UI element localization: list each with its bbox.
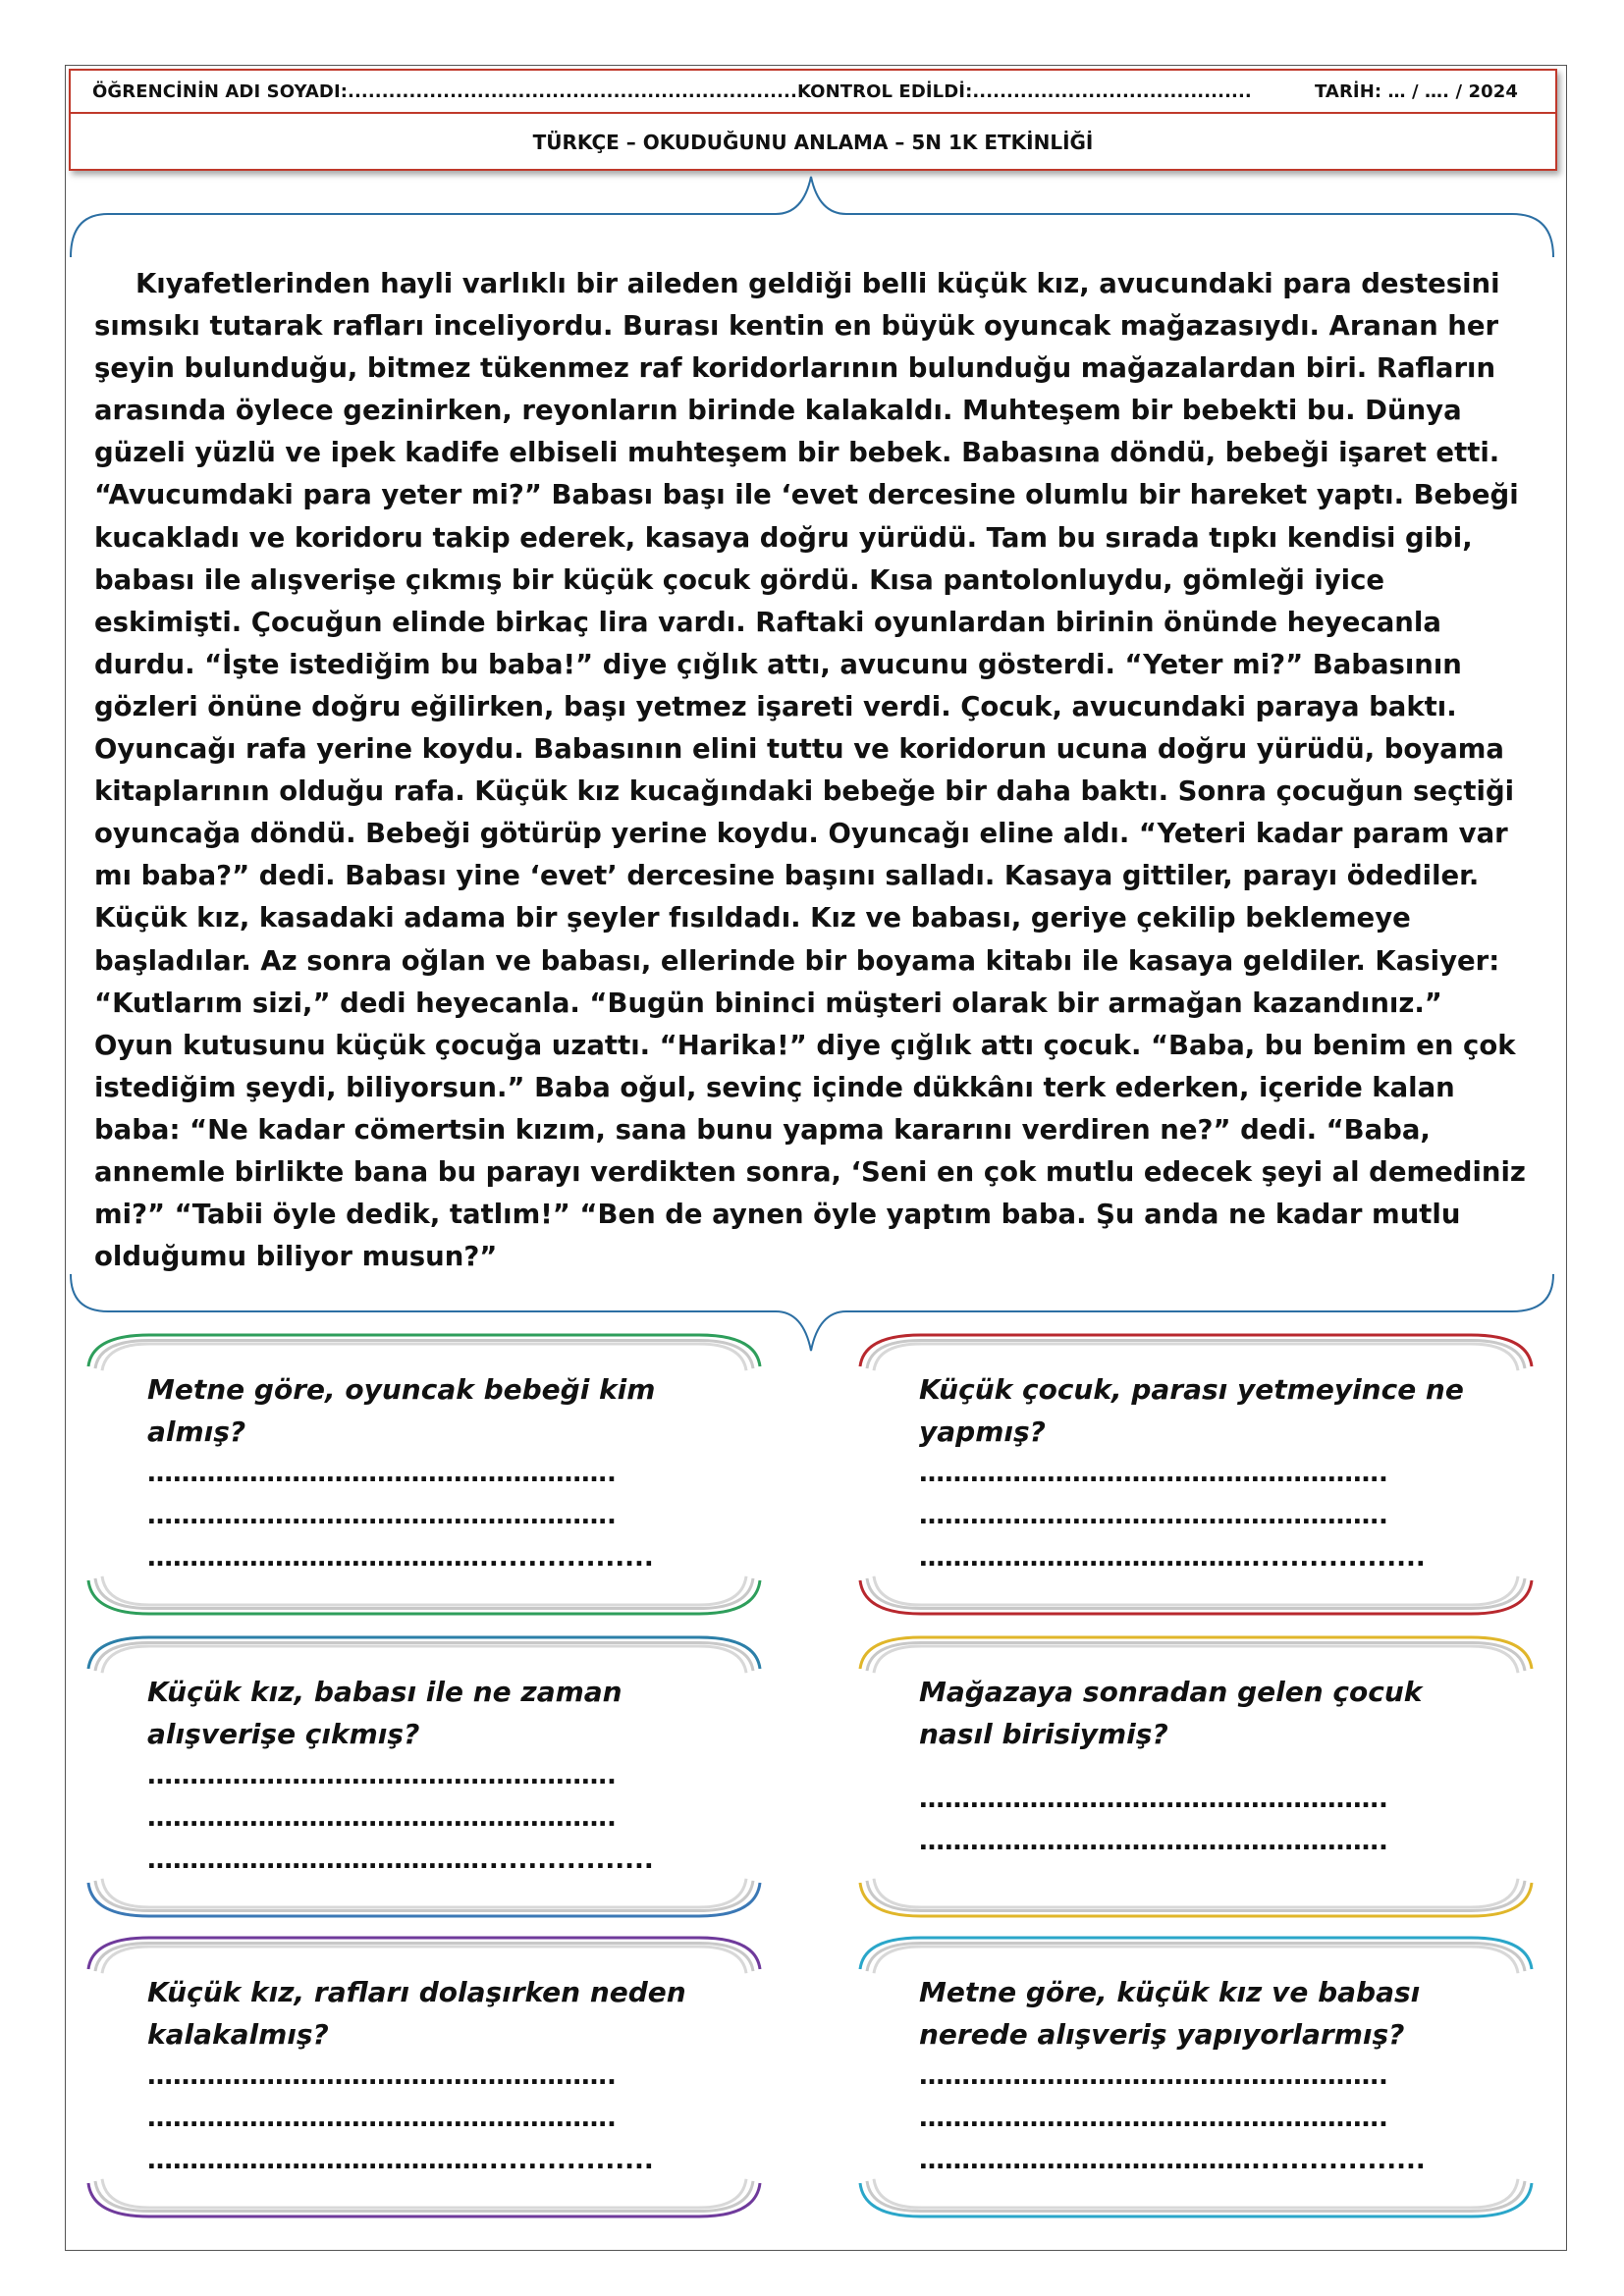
answer-line[interactable]: ………………………………………………. [919, 1501, 1388, 1530]
answer-lines[interactable] [919, 1453, 1489, 1579]
answer-lines[interactable] [147, 1755, 717, 1882]
question-text: Küçük çocuk, parası yetmeyince ne yapmış? [919, 1373, 1464, 1448]
card-bracket-line [102, 2179, 746, 2208]
card-bracket-line [102, 1576, 746, 1605]
answer-line[interactable]: ………………………………………………. [919, 1785, 1388, 1814]
answer-line[interactable]: ………………………………………………. [919, 1827, 1388, 1856]
answer-line[interactable]: ………………………………………………. [147, 2104, 617, 2133]
card-bracket-line [102, 1879, 746, 1907]
answer-lines[interactable] [147, 2056, 717, 2182]
question-card-2 [842, 1327, 1549, 1627]
card-bracket-line [874, 1947, 1518, 1973]
student-name-field [92, 81, 1252, 102]
worksheet-header [69, 69, 1557, 171]
answer-line[interactable]: ………………………………………………. [147, 1803, 617, 1833]
question-text: Küçük kız, babası ile ne zaman alışverişe çıkmış? [147, 1676, 623, 1750]
card-bracket-line [102, 1646, 746, 1673]
card-bracket-line [102, 1947, 746, 1973]
answer-lines[interactable] [919, 1779, 1489, 1863]
worksheet-title: TÜRKÇE – OKUDUĞUNU ANLAMA – 5N 1K ETKİNLİĞİ [532, 131, 1094, 154]
answer-line[interactable]: ………………………………………………. [147, 1501, 617, 1530]
question-text: Metne göre, küçük kız ve babası nerede alışveriş yapıyorlarmış? [919, 1976, 1421, 2051]
question-card-4 [842, 1629, 1549, 1929]
question-text: Küçük kız, rafları dolaşırken neden kalakalmış? [147, 1976, 686, 2051]
question-card-5 [71, 1930, 778, 2229]
question-card-1 [71, 1327, 778, 1627]
question-card-3 [71, 1629, 778, 1929]
card-bracket-line [102, 1344, 746, 1370]
answer-lines[interactable] [919, 2056, 1489, 2182]
date-label: TARİH: … / …. / 2024 [1314, 80, 1518, 102]
answer-line[interactable]: ………………………………….................. [919, 1543, 1426, 1573]
answer-line[interactable]: ………………………………….................. [147, 1845, 654, 1875]
answer-line[interactable]: ………………………………………………. [919, 1459, 1388, 1488]
answer-line[interactable]: ………………………………….................. [919, 2146, 1426, 2175]
card-bracket-line [874, 2179, 1518, 2208]
passage-paragraph: Kıyafetlerinden hayli varlıklı bir aileden geldiği belli küçük kız, avucundaki para destesini sımsıkı tutarak rafları inceliyordu. Burası kentin en büyük oyuncak mağazasıydı. Aranan her şeyin bulunduğu, bitmez tükenmez raf koridorlarının bulunduğu mağazalardan biri. Rafların arasında öylece gezinirken, reyonların birinde kalakaldı. Muhteşem bir bebekti bu. Dünya güzeli yüzlü ve ipek kadife elbiseli muhteşem bir bebek. Babasına döndü, bebeği işaret etti. “Avucumdaki para yeter mi?” Babası başı ile ‘evet dercesine olumlu bir hareket yaptı. Bebeği kucakladı ve koridoru takip ederek, kasaya doğru yürüdü. Tam bu sırada tıpkı kendisi gibi, babası ile alışverişe çıkmış bir küçük çocuk gördü. Kısa pantolonluydu, gömleği iyice eskimişti. Çocuğun elinde birkaç lira vardı. Raftaki oyunlardan birinin önünde heyecanla durdu. “İşte istediğim bu baba!” diye çığlık attı, avucunu gösterdi. “Yeter mi?” Babasının gözleri önüne doğru eğilirken, başı yetmez işareti verdi. Çocuk, avucundaki paraya baktı. Oyuncağı rafa yerine koydu. Babasının elini tuttu ve koridorun ucuna doğru yürüdü, boyama kitaplarının olduğu rafa. Küçük kız kucağındaki bebeğe bir daha baktı. Sonra çocuğun seçtiği oyuncağa döndü. Bebeği götürüp yerine koydu. Oyuncağı eline aldı. “Yeteri kadar param var mı baba?” dedi. Babası yine ‘evet’ dercesine başını salladı. Kasaya gittiler, parayı ödediler. Küçük kız, kasadaki adama bir şeyler fısıldadı. Kız ve babası, geriye çekilip beklemeye başladılar. Az sonra oğlan ve babası, ellerinde bir boyama kitabı ile kasaya geldiler. Kasiyer: “Kutlarım sizi,” dedi heyecanla. “Bugün bininci müşteri olarak bir armağan kazandınız.” Oyun kutusunu küçük çocuğa uzattı. “Harika!” diye çığlık attı çocuk. “Baba, bu benim en çok istediğim şeydi, biliyorsun.” Baba oğul, sevinç içinde dükkânı terk ederken, içeride kalan baba: “Ne kadar cömertsin kızım, sana bunu yapma kararını verdiren ne?” dedi. “Baba, annemle birlikte bana bu parayı verdikten sonra, ‘Seni en çok mutlu edecek şeyi al demediniz mi?” “Tabii öyle dedik, tatlım!” “Ben de aynen öyle yaptım baba. Şu anda ne kadar mutlu olduğumu biliyor musun?” [94, 268, 1526, 1273]
answer-line[interactable]: ………………………………………………. [147, 1459, 617, 1488]
control-label: KONTROL EDİLDİ:......................................... [796, 80, 1252, 102]
answer-lines[interactable] [147, 1453, 717, 1579]
answer-line[interactable]: ………………………………………………. [147, 2061, 617, 2091]
answer-line[interactable]: ………………………………….................. [147, 1543, 654, 1573]
header-info-row [71, 71, 1555, 114]
reading-passage [94, 263, 1528, 1278]
question-card-6 [842, 1930, 1549, 2229]
card-bracket-line [874, 1879, 1518, 1907]
answer-line[interactable]: ………………………………………………. [147, 1761, 617, 1790]
answer-line[interactable]: ………………………………………………. [919, 2061, 1388, 2091]
student-name-label: ÖĞRENCİNİN ADI SOYADI:.................................................................. [92, 80, 797, 102]
question-text: Mağazaya sonradan gelen çocuk nasıl birisiymiş? [919, 1676, 1423, 1750]
card-bracket-line [874, 1576, 1518, 1605]
question-text: Metne göre, oyuncak bebeği kim almış? [147, 1373, 656, 1448]
card-bracket-line [874, 1344, 1518, 1370]
answer-line[interactable]: ………………………………….................. [147, 2146, 654, 2175]
answer-line[interactable]: ………………………………………………. [919, 2104, 1388, 2133]
card-bracket-line [874, 1646, 1518, 1673]
